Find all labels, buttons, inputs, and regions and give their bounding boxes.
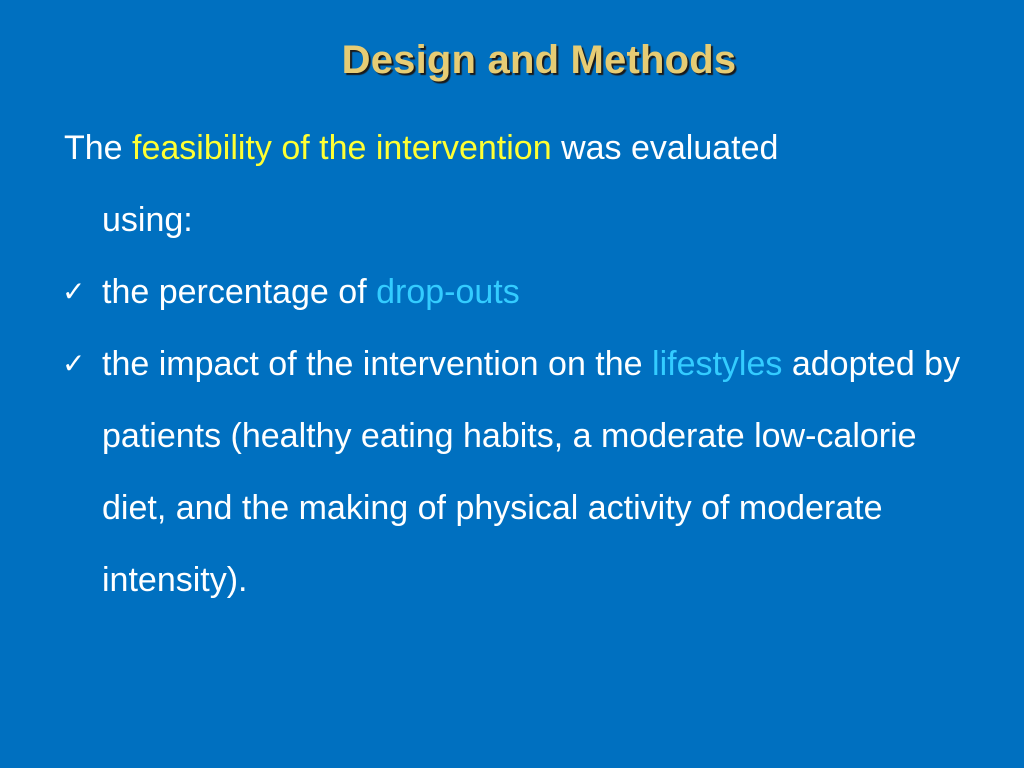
bullet-highlight: drop-outs	[376, 273, 520, 311]
bullet-item	[64, 328, 964, 616]
intro-text-1: The	[64, 129, 133, 167]
intro-paragraph	[64, 112, 964, 256]
intro-highlight: feasibility of the intervention	[132, 129, 552, 167]
bullet-item	[64, 256, 964, 328]
bullet-text-before: the impact of the intervention on the	[102, 345, 653, 383]
slide-title: Design and Methods	[341, 38, 737, 82]
bullet-highlight: lifestyles	[652, 345, 783, 383]
bullet-text-before: the percentage of	[102, 273, 377, 311]
slide-body	[64, 112, 964, 616]
checkmark-icon: ✓	[62, 348, 86, 379]
intro-text-3: using:	[102, 201, 193, 239]
checkmark-icon: ✓	[62, 276, 86, 307]
bullet-text-after: adopted by patients (healthy eating habits, a moderate low-calorie diet, and the making of physical activity of moderate intensity).	[102, 345, 961, 599]
intro-text-2: was evaluated	[551, 129, 779, 167]
